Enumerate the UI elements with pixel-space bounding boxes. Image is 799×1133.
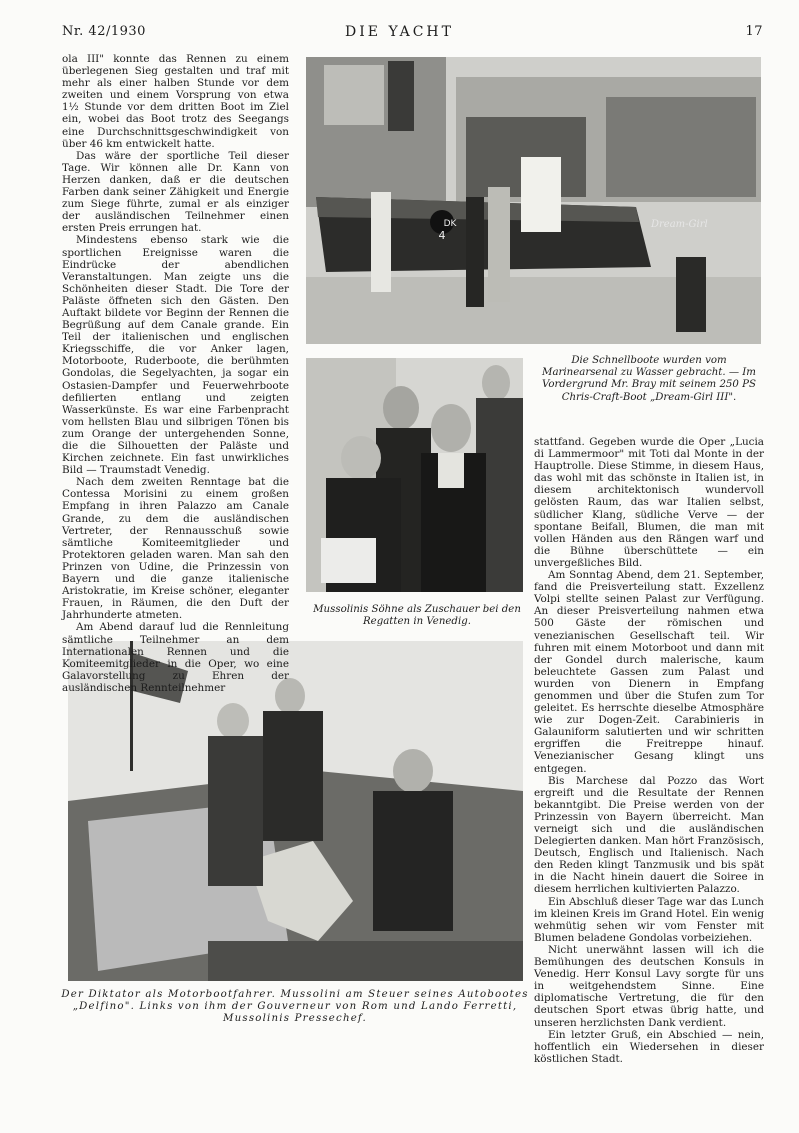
caption-middle-photo: Mussolinis Söhne als Zuschauer bei den Regatten in Venedig. xyxy=(313,604,521,628)
boat-badge-text: DK xyxy=(443,219,457,229)
right-paragraph-5: Nicht unerwähnt lassen will ich die Bemühungen des deutschen Konsuls in Venedig. Herr Konsul Lavy sorgte für uns in weitgehendstem Sinne. Eine diplomatische Vertretung, die für den deutschen Sport etwas übrig hatte, und unseren herzlichsten Dank verdient. xyxy=(534,943,764,1029)
page-number: 17 xyxy=(745,24,763,39)
middle-photo-sons xyxy=(306,358,523,592)
right-paragraph-1: stattfand. Gegeben wurde die Oper „Lucia di Lammermoor" mit Toti dal Monte in der Hauptrolle. Diese Stimme, in diesem Haus, das wohl mit das schönste in Italien ist, in diesem architektonisch wundervoll gelösten Raum, das war Italien selbst, südlicher Klang, südliche Verve — der spontane Beifall, Blumen, die man mit vollen Händen aus den Rängen warf und die Bühne überschüttete — ein unvergeßliches Bild. xyxy=(534,436,764,569)
left-paragraph-3: Mindestens ebenso stark wie die sportlichen Ereignisse waren die Eindrücke der abendlichen Veranstaltungen. Man zeigte uns die Schönheiten dieser Stadt. Die Tore der Paläste öffneten sich den Gästen. Den Auftakt bildete vor Beginn der Rennen die Begrüßung auf dem Canale grande. Ein Teil der italienischen und englischen Kriegsschiffe, die vor Anker lagen, Motorboote, Ruderboote, die berühmten Gondolas, die Segelyachten, ja sogar ein Ostasien-Dampfer und Feuerwehrboote defilierten entlang und zeigten Wasserkünste. Es war eine Farbenpracht vom hellsten Blau und silbrigen Tönen bis zum Orange der untergehenden Sonne, die die Silhouetten der Paläste und Kirchen zeichnete. Ein fast unwirkliches Bild — Traumstadt Venedig. xyxy=(62,234,289,477)
caption-bottom-photo: Der Diktator als Motorbootfahrer. Mussolini am Steuer seines Autobootes „Delfino". Links von ihm der Gouverneur von Rom und Lando Ferretti, Mussolinis Pressechef. xyxy=(61,989,529,1025)
right-paragraph-2: Am Sonntag Abend, dem 21. September, fand die Preisverteilung statt. Exzellenz Volpi stellte seinen Palast zur Verfügung. An dieser Preisverteilung nahmen etwa 500 Gäste der römischen und venezianischen Gesellschaft teil. Wir fuhren mit einem Motorboot und dann mit der Gondel durch malerische, kaum beleuchtete Gassen zum Palast und wurden von Dienern in Empfang genommen und über die Stufen zum Tor geleitet. Es herrschte dieselbe Atmosphäre wie zur Dogen-Zeit. Carabinieris in Galauniform salutierten und wir schritten ergriffen die Freitreppe hinauf. Venezianischer Gesang klingt uns entgegen. xyxy=(534,569,764,775)
article-right-column xyxy=(534,436,764,1065)
left-paragraph-2: Das wäre der sportliche Teil dieser Tage. Wir können alle Dr. Kann von Herzen danken, daß er die deutschen Farben dank seiner Zähigkeit und Energie zum Siege führte, zumal er als einziger der ausländischen Teilnehmer einen ersten Preis errungen hat. xyxy=(62,149,289,235)
right-paragraph-3: Bis Marchese dal Pozzo das Wort ergreift und die Resultate der Rennen bekanntgibt. Die Preise werden von der Prinzessin von Bayern überreicht. Man verneigt sich und die ausländischen Delegierten danken. Man hört Französisch, Deutsch, Englisch und Italienisch. Nach den Reden klingt Tanzmusik und bis spät in die Nacht hinein dauert die Soiree in diesem herrlichen kultivierten Palazzo. xyxy=(534,774,764,896)
issue-number: Nr. 42/1930 xyxy=(62,24,146,39)
top-photo-boat xyxy=(306,57,761,344)
right-paragraph-4: Ein Abschluß dieser Tage war das Lunch im kleinen Kreis im Grand Hotel. Ein wenig wehmütig sehen wir vom Fenster mit Blumen beladene Gondolas vorbeiziehen. xyxy=(534,895,765,944)
left-paragraph-1: ola III" konnte das Rennen zu einem überlegenen Sieg gestalten und traf mit mehr als einer halben Stunde vor dem zweiten und einem Vorsprung von etwa 1½ Stunde vor dem dritten Boot im Ziel ein, wobei das Boot trotz des Seegangs eine Durchschnittsgeschwindigkeit von über 46 km entwickelt hatte. xyxy=(62,53,289,150)
boat-badge-number: 4 xyxy=(438,229,446,242)
left-paragraph-5: Am Abend darauf lud die Rennleitung sämtliche Teilnehmer an dem Internationalen Rennen und die Komiteemitglieder in die Oper, wo eine Galavorstellung zu Ehren der ausländischen Rennteilnehmer xyxy=(62,621,289,694)
caption-top-photo: Die Schnellboote wurden vom Marinearsenal zu Wasser gebracht. — Im Vordergrund Mr. Bray mit seinem 250 PS Chris-Craft-Boot „Dream-Girl III". xyxy=(542,355,756,403)
magazine-title: DIE YACHT xyxy=(345,24,454,40)
article-left-column xyxy=(62,53,289,694)
left-paragraph-4: Nach dem zweiten Renntage bat die Contessa Morisini zu einem großen Empfang in ihren Palazzo am Canale Grande, zu dem die ausländischen Vertreter, der Rennausschuß sowie sämtliche Komiteemitglieder und Protektoren geladen waren. Man sah den Prinzen von Udine, die Prinzessin von Bayern und die ganze italienische Aristokratie, im Kreise schöner, eleganter Frauen, in Räumen, die den Duft der Jahrhunderte atmeten. xyxy=(62,476,289,622)
boat-name-text: Dream-Girl xyxy=(651,219,708,230)
right-paragraph-6: Ein letzter Gruß, ein Abschied — nein, hoffentlich ein Wiedersehen in dieser köstlichen Stadt. xyxy=(534,1028,764,1065)
middle-photo-illustration xyxy=(306,358,523,592)
top-photo-illustration xyxy=(306,57,761,344)
